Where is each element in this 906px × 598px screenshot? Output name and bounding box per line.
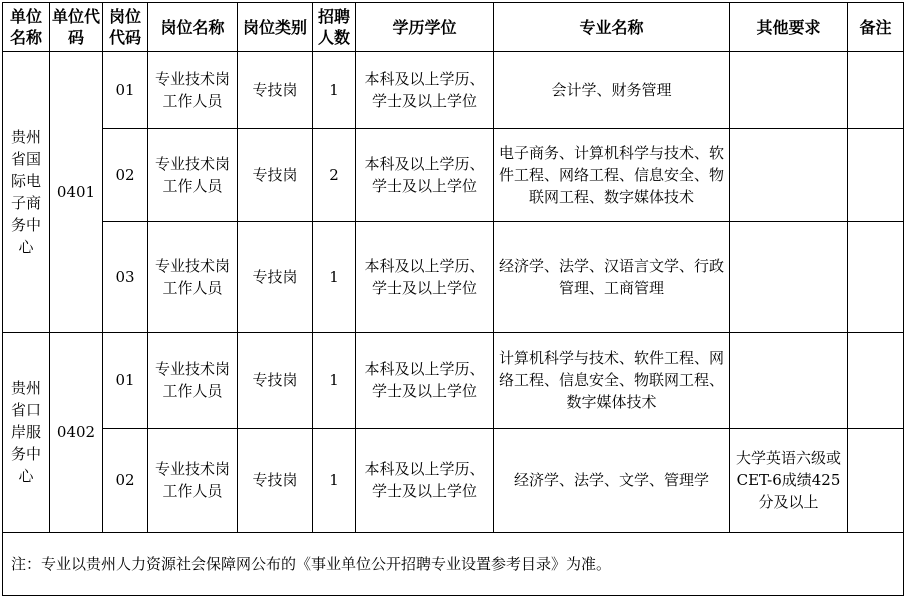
post-name-cell: 专业技术岗工作人员 <box>148 222 238 332</box>
post-code-cell: 02 <box>103 428 148 532</box>
header-education: 学历学位 <box>356 3 494 52</box>
table-row <box>3 428 904 532</box>
post-code-cell: 01 <box>103 332 148 428</box>
major-cell: 经济学、法学、文学、管理学 <box>494 428 730 532</box>
post-name-cell: 专业技术岗工作人员 <box>148 129 238 222</box>
unit-code-cell: 0401 <box>50 52 103 332</box>
post-name-cell: 专业技术岗工作人员 <box>148 52 238 129</box>
post-type-cell: 专技岗 <box>238 222 313 332</box>
recruitment-table <box>2 2 904 596</box>
table-row <box>3 332 904 428</box>
major-cell: 计算机科学与技术、软件工程、网络工程、信息安全、物联网工程、数字媒体技术 <box>494 332 730 428</box>
header-remark: 备注 <box>848 3 904 52</box>
remark-cell <box>848 222 904 332</box>
education-cell: 本科及以上学历、学士及以上学位 <box>356 129 494 222</box>
header-major: 专业名称 <box>494 3 730 52</box>
post-type-cell: 专技岗 <box>238 332 313 428</box>
unit-code-cell: 0402 <box>50 332 103 532</box>
header-post-type: 岗位类别 <box>238 3 313 52</box>
post-code-cell: 03 <box>103 222 148 332</box>
remark-cell <box>848 428 904 532</box>
education-cell: 本科及以上学历、学士及以上学位 <box>356 428 494 532</box>
header-unit-code: 单位代码 <box>50 3 103 52</box>
header-post-name: 岗位名称 <box>148 3 238 52</box>
header-other: 其他要求 <box>730 3 848 52</box>
major-cell: 会计学、财务管理 <box>494 52 730 129</box>
header-row <box>3 3 904 52</box>
count-cell: 1 <box>313 52 356 129</box>
post-type-cell: 专技岗 <box>238 428 313 532</box>
post-type-cell: 专技岗 <box>238 52 313 129</box>
major-cell: 电子商务、计算机科学与技术、软件工程、网络工程、信息安全、物联网工程、数字媒体技术 <box>494 129 730 222</box>
other-cell <box>730 332 848 428</box>
footnote: 注：专业以贵州人力资源社会保障网公布的《事业单位公开招聘专业设置参考目录》为准。 <box>3 532 904 595</box>
note-row <box>3 532 904 595</box>
education-cell: 本科及以上学历、学士及以上学位 <box>356 332 494 428</box>
table-row <box>3 222 904 332</box>
count-cell: 1 <box>313 428 356 532</box>
post-code-cell: 01 <box>103 52 148 129</box>
unit-name-cell: 贵州省口岸服务中心 <box>3 332 50 532</box>
count-cell: 2 <box>313 129 356 222</box>
remark-cell <box>848 52 904 129</box>
header-count: 招聘人数 <box>313 3 356 52</box>
other-cell <box>730 222 848 332</box>
unit-name-cell: 贵州省国际电子商务中心 <box>3 52 50 332</box>
remark-cell <box>848 129 904 222</box>
table-row <box>3 129 904 222</box>
post-type-cell: 专技岗 <box>238 129 313 222</box>
post-code-cell: 02 <box>103 129 148 222</box>
table-row <box>3 52 904 129</box>
other-cell <box>730 129 848 222</box>
other-cell: 大学英语六级或CET-6成绩425分及以上 <box>730 428 848 532</box>
education-cell: 本科及以上学历、学士及以上学位 <box>356 222 494 332</box>
count-cell: 1 <box>313 222 356 332</box>
count-cell: 1 <box>313 332 356 428</box>
header-unit-name: 单位名称 <box>3 3 50 52</box>
education-cell: 本科及以上学历、学士及以上学位 <box>356 52 494 129</box>
post-name-cell: 专业技术岗工作人员 <box>148 332 238 428</box>
other-cell <box>730 52 848 129</box>
post-name-cell: 专业技术岗工作人员 <box>148 428 238 532</box>
major-cell: 经济学、法学、汉语言文学、行政管理、工商管理 <box>494 222 730 332</box>
header-post-code: 岗位代码 <box>103 3 148 52</box>
remark-cell <box>848 332 904 428</box>
